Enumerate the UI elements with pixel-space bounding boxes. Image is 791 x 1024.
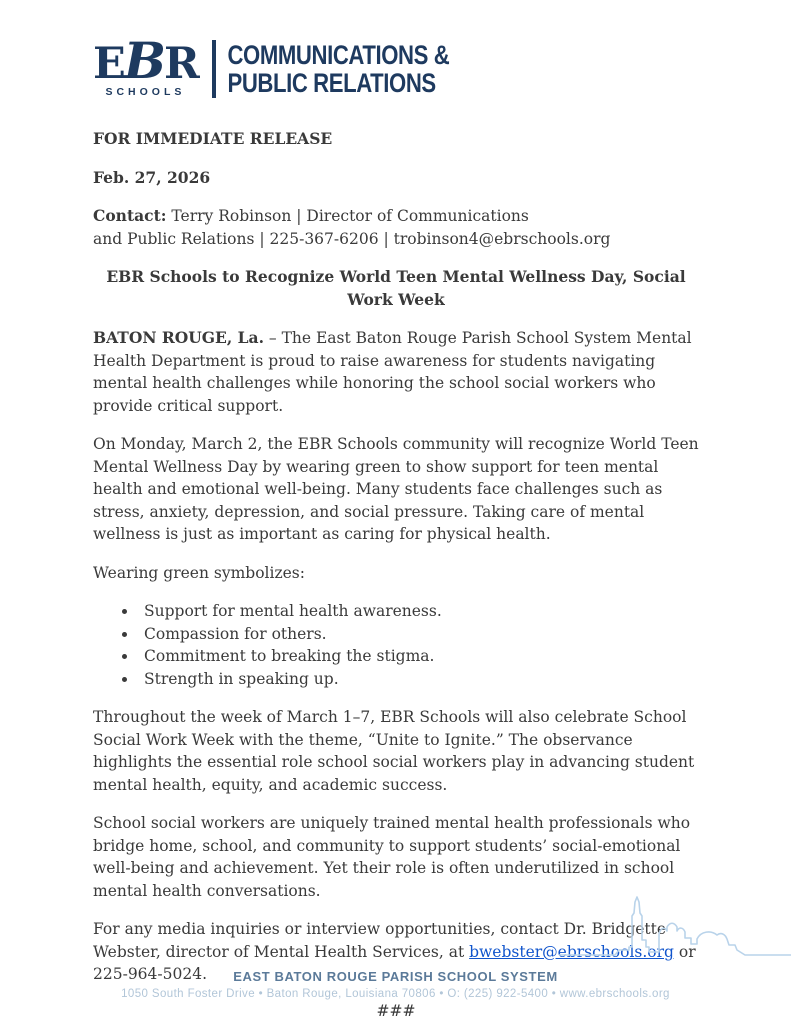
ebr-wordmark [93,30,198,90]
end-of-release-mark: ### [376,1001,416,1020]
page-footer [0,969,791,1000]
green-symbolism-list [93,600,699,690]
list-item: • Strength in speaking up. [138,668,699,691]
contact-line1: Terry Robinson | Director of Communications [166,207,529,225]
list-item: • Compassion for others. [138,623,699,646]
list-item: • Support for mental health awareness. [138,600,699,623]
department-title-line2: PUBLIC RELATIONS [227,68,436,98]
paragraph-green-intro: Wearing green symbolizes: [93,563,305,582]
paragraph-wellness-day: On Monday, March 2, the EBR Schools community will recognize World Teen Mental Wellness Day by wearing green to show support for teen mental health and emotional well-being. Many students face challenges such as stress, anxiety, depression, and social pressure. Taking care of mental wellness is just as important as caring for physical health. [93,435,699,543]
for-immediate-release-label: FOR IMMEDIATE RELEASE [93,129,333,148]
contact-label: Contact: [93,206,167,225]
paragraph-dateline [93,327,699,417]
department-title [216,41,449,97]
headline: EBR Schools to Recognize World Teen Mental Wellness Day, Social Work Week [106,267,686,309]
media-contact-text-after: or 225-964-5024. [93,942,696,983]
footer-organization: EAST BATON ROUGE PARISH SCHOOL SYSTEM [233,969,558,984]
paragraph-social-work-week: Throughout the week of March 1–7, EBR Schools will also celebrate School Social Work Week with the theme, “Unite to Ignite.” The observance highlights the essential role school social workers play in advancing student mental health, equity, and academic success. [93,708,695,794]
email-link[interactable]: bwebster@ebrschools.org [469,942,674,961]
footer-address: 1050 South Foster Drive • Baton Rouge, Louisiana 70806 • O: (225) 922-5400 • www.ebrschools.org [121,988,670,1000]
logo-schools-label: SCHOOLS [105,85,186,98]
department-title-line1: COMMUNICATIONS & [227,40,450,70]
logo-header [93,30,699,98]
ebr-letter-r: R [164,38,198,89]
contact-block [93,205,699,250]
dateline-text: – The East Baton Rouge Parish School System Mental Health Department is proud to raise awareness for students navigating mental health challenges while honoring the school social workers who provide critical support. [93,329,692,415]
ebr-letter-b: B [123,30,165,90]
baton-rouge-skyline-illustration [559,886,791,960]
paragraph-social-workers: School social workers are uniquely trained mental health professionals who bridge home, school, and community to support students’ social-emotional well-being and achievement. Yet their role is often underutilized in school mental health conversations. [93,814,691,900]
ebr-schools-logo [93,30,212,98]
release-date: Feb. 27, 2026 [93,167,211,187]
dateline-city: BATON ROUGE, La. [93,328,264,347]
contact-line2: and Public Relations | 225-367-6206 | trobinson4@ebrschools.org [93,229,611,248]
media-contact-text: For any media inquiries or interview opportunities, contact Dr. Bridgette Webster, director of Mental Health Services, at [93,920,667,961]
list-item: • Commitment to breaking the stigma. [138,645,699,668]
ebr-letter-e: E [93,38,124,89]
